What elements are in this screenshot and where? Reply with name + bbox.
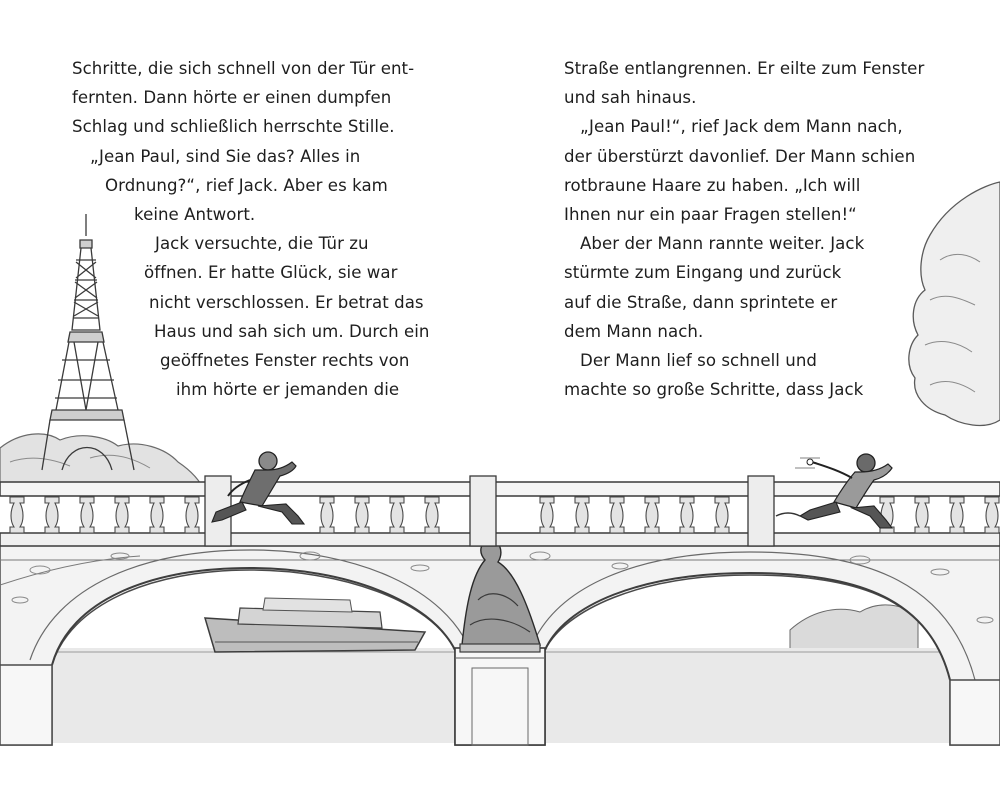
text-line: auf die Straße, dann sprintete er: [564, 292, 838, 312]
text-line: „Jean Paul, sind Sie das? Alles in: [90, 146, 361, 166]
text-line: Aber der Mann rannte weiter. Jack: [580, 234, 865, 254]
text-line: Ordnung?“, rief Jack. Aber es kam: [105, 175, 388, 195]
text-line: Schlag und schließlich herrschte Stille.: [72, 117, 395, 137]
text-line: machte so große Schritte, dass Jack: [564, 380, 864, 400]
text-line: rotbraune Haare zu haben. „Ich will: [564, 175, 861, 195]
text-line: öffnen. Er hatte Glück, sie war: [144, 263, 398, 283]
text-line: „Jean Paul!“, rief Jack dem Mann nach,: [580, 117, 903, 137]
text-line: Schritte, die sich schnell von der Tür ent-: [72, 59, 415, 78]
text-line: geöffnetes Fenster rechts von: [160, 351, 410, 370]
text-line: keine Antwort.: [134, 205, 256, 224]
text-line: nicht verschlossen. Er betrat das: [149, 292, 424, 312]
text-line: Der Mann lief so schnell und: [580, 351, 817, 370]
eiffel-tower: [42, 214, 134, 470]
text-line: stürmte zum Eingang und zurück: [564, 263, 842, 283]
text-line: fernten. Dann hörte er einen dumpfen: [72, 88, 392, 108]
text-line: Straße entlangrennen. Er eilte zum Fenster: [564, 59, 925, 78]
text-line: Jack versuchte, die Tür zu: [155, 234, 369, 254]
text-line: Ihnen nur ein paar Fragen stellen!“: [564, 205, 857, 224]
text-line: und sah hinaus.: [564, 88, 697, 108]
text-line: der überstürzt davonlief. Der Mann schien: [564, 146, 916, 166]
text-line: Haus und sah sich um. Durch ein: [154, 321, 430, 341]
text-line: ihm hörte er jemanden die: [176, 380, 400, 400]
text-line: dem Mann nach.: [564, 321, 704, 341]
river-boat: [205, 598, 425, 652]
